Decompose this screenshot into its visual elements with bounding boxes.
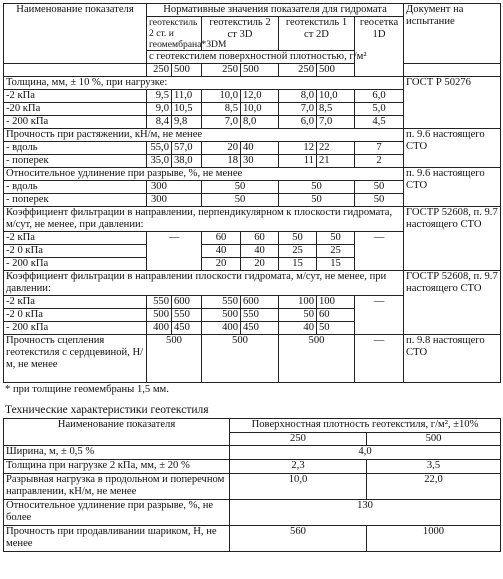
value-cell: 50 bbox=[317, 232, 355, 245]
value-cell: 7,0 bbox=[279, 103, 317, 116]
value-cell: 25 bbox=[279, 245, 317, 258]
density-value: 250 bbox=[147, 64, 172, 77]
value-cell: 55,0 bbox=[147, 142, 172, 155]
data-row bbox=[4, 335, 501, 383]
document bbox=[3, 3, 500, 552]
value-cell: 18 bbox=[202, 155, 241, 168]
data-row bbox=[4, 446, 501, 460]
row-label: -2 0 кПа bbox=[4, 245, 147, 258]
row-label: - 200 кПа bbox=[4, 258, 147, 271]
value-cell: — bbox=[355, 335, 404, 383]
document-reference: п. 9.6 настоящего СТО bbox=[404, 168, 501, 207]
value-cell: 550 bbox=[172, 309, 202, 322]
row-label: -2 0 кПа bbox=[4, 309, 147, 322]
value-cell: 50 bbox=[279, 232, 317, 245]
value-cell: 10,0 bbox=[230, 474, 367, 500]
row-label: - 200 кПа bbox=[4, 116, 147, 129]
value-cell: — bbox=[355, 232, 404, 271]
value-cell: 9,5 bbox=[147, 90, 172, 103]
value-cell: 1000 bbox=[367, 526, 501, 552]
density-value: 250 bbox=[230, 433, 367, 446]
column-header-normative: Нормативные значения показателя для гидромата bbox=[147, 4, 404, 17]
document-reference: п. 9.8 настоящего СТО bbox=[404, 335, 501, 383]
data-row bbox=[4, 526, 501, 552]
value-cell: 550 bbox=[241, 309, 279, 322]
value-cell: 50 bbox=[355, 194, 404, 207]
value-cell: 10,0 bbox=[202, 90, 241, 103]
value-cell: 300 bbox=[147, 194, 202, 207]
value-cell: 500 bbox=[279, 335, 355, 383]
section-label: Коэффициент фильтрации в направлении плоскости гидромата, м/сут, не менее, при давлении: bbox=[4, 271, 404, 296]
row-label: -20 кПа bbox=[4, 103, 147, 116]
value-cell: 600 bbox=[172, 296, 202, 309]
value-cell: 2 bbox=[355, 155, 404, 168]
column-header-density: Поверхностная плотность геотекстиля, г/м², ±10% bbox=[230, 419, 501, 433]
value-cell: 10,0 bbox=[241, 103, 279, 116]
value-cell: 20 bbox=[202, 142, 241, 155]
density-value: 500 bbox=[317, 64, 355, 77]
row-label: Прочность при продавливании шариком, Н, не менее bbox=[4, 526, 230, 552]
data-row bbox=[4, 500, 501, 526]
product-header: геотекстиль 1 ст 2D bbox=[279, 17, 355, 51]
value-cell: 130 bbox=[230, 500, 501, 526]
value-cell: 20 bbox=[241, 258, 279, 271]
value-cell: 560 bbox=[230, 526, 367, 552]
document-reference: ГОСТР 52608, п. 9.7 настоящего СТО bbox=[404, 207, 501, 271]
density-row bbox=[4, 64, 501, 77]
value-cell: 50 bbox=[279, 309, 317, 322]
value-cell: 21 bbox=[317, 155, 355, 168]
value-cell: 5,0 bbox=[355, 103, 404, 116]
value-cell: 20 bbox=[202, 258, 241, 271]
row-label: - вдоль bbox=[4, 142, 147, 155]
value-cell: 25 bbox=[317, 245, 355, 258]
value-cell: 400 bbox=[147, 322, 172, 335]
row-label: -2 кПа bbox=[4, 232, 147, 245]
value-cell: 6,0 bbox=[355, 90, 404, 103]
row-label: - поперек bbox=[4, 194, 147, 207]
density-value: 250 bbox=[202, 64, 241, 77]
value-cell: 38,0 bbox=[172, 155, 202, 168]
section-row bbox=[4, 168, 501, 181]
value-cell: 40 bbox=[279, 322, 317, 335]
row-label: - 200 кПа bbox=[4, 322, 147, 335]
value-cell: 60 bbox=[202, 232, 241, 245]
section-label: Коэффициент фильтрации в направлении, перпендикулярном к плоскости гидромата, м/сут, не менее, при давлении: bbox=[4, 207, 404, 232]
density-value: 500 bbox=[367, 433, 501, 446]
value-cell: 100 bbox=[317, 296, 355, 309]
value-cell: 8,0 bbox=[279, 90, 317, 103]
row-label: Разрывная нагрузка в продольном и поперечном направлении, кН/м, не менее bbox=[4, 474, 230, 500]
row-label: Относительное удлинение при разрыве, %, не более bbox=[4, 500, 230, 526]
section-label: Относительное удлинение при разрыве, %, не менее bbox=[4, 168, 404, 181]
column-header-name: Наименование показателя bbox=[4, 419, 230, 446]
footnote: * при толщине геомембраны 1,5 мм. bbox=[5, 384, 169, 395]
value-cell: 8,4 bbox=[147, 116, 172, 129]
document-reference: ГОСТР 52608, п. 9.7 настоящего СТО bbox=[404, 271, 501, 335]
density-value: 500 bbox=[172, 64, 202, 77]
section-row bbox=[4, 129, 501, 142]
value-cell: 12,0 bbox=[241, 90, 279, 103]
value-cell: 50 bbox=[355, 181, 404, 194]
row-label: Прочность сцепления геотекстиля с сердцевиной, Н/м, не менее bbox=[4, 335, 147, 383]
value-cell: 22 bbox=[317, 142, 355, 155]
value-cell: 400 bbox=[202, 322, 241, 335]
section-row bbox=[4, 207, 501, 232]
product-header: геосетка 1D bbox=[355, 17, 404, 77]
value-cell: 40 bbox=[202, 245, 241, 258]
value-cell: 100 bbox=[279, 296, 317, 309]
value-cell: 50 bbox=[202, 194, 279, 207]
value-cell: 40 bbox=[241, 245, 279, 258]
value-cell: 550 bbox=[202, 296, 241, 309]
value-cell: 10,5 bbox=[172, 103, 202, 116]
hydromat-specs-table bbox=[3, 3, 501, 383]
row-label: - поперек bbox=[4, 155, 147, 168]
row-label: Толщина при нагрузке 2 кПа, мм, ± 20 % bbox=[4, 460, 230, 474]
value-cell: 4,5 bbox=[355, 116, 404, 129]
value-cell: 35,0 bbox=[147, 155, 172, 168]
row-label: - вдоль bbox=[4, 181, 147, 194]
value-cell: 11 bbox=[279, 155, 317, 168]
value-cell: 60 bbox=[241, 232, 279, 245]
value-cell: 8,5 bbox=[202, 103, 241, 116]
row-label: -2 кПа bbox=[4, 90, 147, 103]
value-cell: 500 bbox=[147, 335, 202, 383]
data-row bbox=[4, 474, 501, 500]
value-cell: 4,0 bbox=[230, 446, 501, 460]
value-cell: 500 bbox=[202, 309, 241, 322]
document-reference: ГОСТ Р 50276 bbox=[404, 77, 501, 129]
blank-cell bbox=[4, 64, 147, 77]
value-cell: 500 bbox=[202, 335, 279, 383]
product-header: геотекстиль 2 ст 3D bbox=[202, 17, 279, 51]
value-cell: 50 bbox=[202, 181, 279, 194]
data-row bbox=[4, 460, 501, 474]
density-value: 250 bbox=[279, 64, 317, 77]
blank-cell bbox=[404, 64, 501, 77]
value-cell: 15 bbox=[279, 258, 317, 271]
value-cell: 7,0 bbox=[317, 116, 355, 129]
value-cell: 50 bbox=[279, 194, 355, 207]
value-cell: 300 bbox=[147, 181, 202, 194]
value-cell: 50 bbox=[279, 181, 355, 194]
value-cell: 450 bbox=[172, 322, 202, 335]
row-label: -2 кПа bbox=[4, 296, 147, 309]
value-cell: 9,8 bbox=[172, 116, 202, 129]
value-cell: 2,3 bbox=[230, 460, 367, 474]
value-cell: 57,0 bbox=[172, 142, 202, 155]
value-cell: 8,5 bbox=[317, 103, 355, 116]
value-cell: 12 bbox=[279, 142, 317, 155]
value-cell: 500 bbox=[147, 309, 172, 322]
value-cell: 8,0 bbox=[241, 116, 279, 129]
value-cell: 7 bbox=[355, 142, 404, 155]
geotextile-specs-table bbox=[3, 418, 501, 552]
value-cell: 3,5 bbox=[367, 460, 501, 474]
header-row bbox=[4, 4, 501, 17]
value-cell: — bbox=[355, 296, 404, 335]
value-cell: 50 bbox=[317, 322, 355, 335]
value-cell: 60 bbox=[317, 309, 355, 322]
value-cell: 6,0 bbox=[279, 116, 317, 129]
density-header: с геотекстилем поверхностной плотностью, г/м² bbox=[147, 51, 355, 64]
value-cell: 22,0 bbox=[367, 474, 501, 500]
column-header-document: Документ на испытание bbox=[404, 4, 501, 64]
document-reference: п. 9.6 настоящего СТО bbox=[404, 129, 501, 168]
header-row bbox=[4, 419, 501, 433]
section-label: Толщина, мм, ± 10 %, при нагрузке: bbox=[4, 77, 404, 90]
value-cell: 10,0 bbox=[317, 90, 355, 103]
geotextile-caption: Технические характеристики геотекстиля bbox=[5, 404, 209, 416]
value-cell: 7,0 bbox=[202, 116, 241, 129]
value-cell: 15 bbox=[317, 258, 355, 271]
value-cell: 450 bbox=[241, 322, 279, 335]
value-cell: — bbox=[147, 232, 202, 271]
value-cell: 9,0 bbox=[147, 103, 172, 116]
section-row bbox=[4, 271, 501, 296]
density-value: 500 bbox=[241, 64, 279, 77]
value-cell: 30 bbox=[241, 155, 279, 168]
value-cell: 550 bbox=[147, 296, 172, 309]
value-cell: 600 bbox=[241, 296, 279, 309]
value-cell: 40 bbox=[241, 142, 279, 155]
value-cell: 11,0 bbox=[172, 90, 202, 103]
section-row bbox=[4, 77, 501, 90]
row-label: Ширина, м, ± 0,5 % bbox=[4, 446, 230, 460]
column-header-name: Наименование показателя bbox=[4, 4, 147, 64]
section-label: Прочность при растяжении, кН/м, не менее bbox=[4, 129, 404, 142]
product-header: геотекстиль 2 ст. и геомембрана*3DM bbox=[147, 17, 202, 51]
